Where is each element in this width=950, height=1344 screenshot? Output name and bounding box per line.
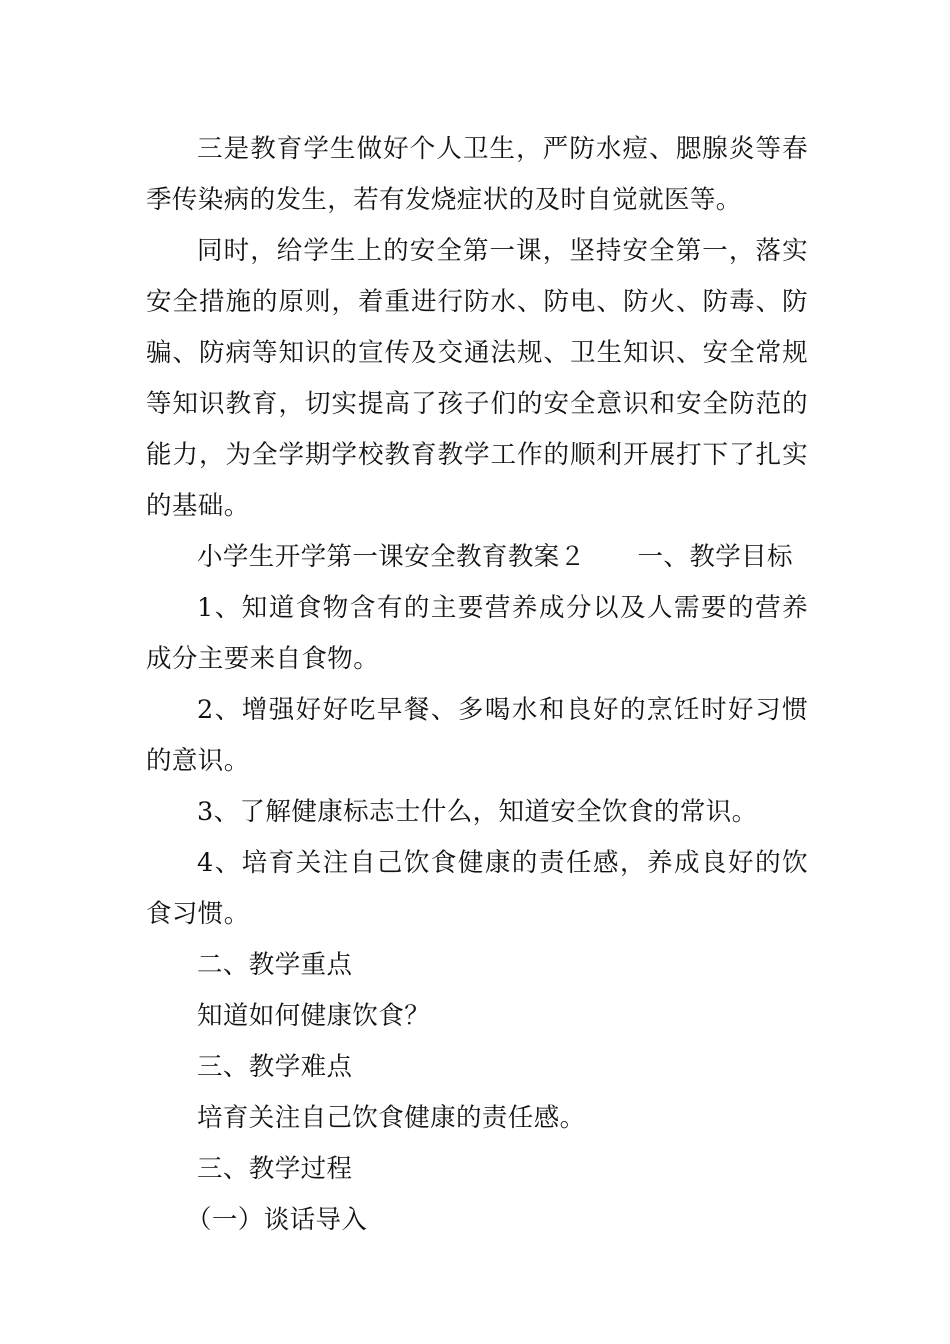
lesson-plan-title-line — [146, 532, 808, 583]
section-heading-difficulties: 三、教学难点 — [197, 1052, 353, 1082]
paragraph-safety-first-lesson: 同时，给学生上的安全第一课，坚持安全第一，落实安全措施的原则，着重进行防水、防电、防火、防毒、防骗、防病等知识的宣传及交通法规、卫生知识、安全常规等知识教育，切实提高了孩子们的安全意识和安全防范的能力，为全学期学校教育教学工作的顺利开展打下了扎实的基础。 — [146, 236, 808, 521]
goal-item-2: 2、增强好好吃早餐、多喝水和良好的烹饪时好习惯的意识。 — [146, 695, 808, 776]
goal-item-4: 4、培育关注自己饮食健康的责任感，养成良好的饮食习惯。 — [146, 848, 808, 929]
section-heading-process: 三、教学过程 — [197, 1154, 353, 1184]
paragraph-hygiene: 三是教育学生做好个人卫生，严防水痘、腮腺炎等春季传染病的发生，若有发烧症状的及时自觉就医等。 — [146, 134, 808, 215]
key-point-text: 知道如何健康饮食？ — [197, 1001, 431, 1031]
difficulty-text: 培育关注自己饮食健康的责任感。 — [197, 1103, 586, 1133]
lesson-plan-title: 小学生开学第一课安全教育教案２ — [197, 542, 586, 572]
section-heading-teaching-goals: 一、教学目标 — [637, 542, 793, 572]
goal-item-1: 1、知道食物含有的主要营养成分以及人需要的营养成分主要来自食物。 — [146, 593, 808, 674]
document-page — [146, 124, 808, 1246]
process-step-intro: （一）谈话导入 — [186, 1205, 368, 1235]
goal-item-3: 3、了解健康标志士什么，知道安全饮食的常识。 — [197, 797, 758, 827]
section-heading-key-points: 二、教学重点 — [197, 950, 353, 980]
